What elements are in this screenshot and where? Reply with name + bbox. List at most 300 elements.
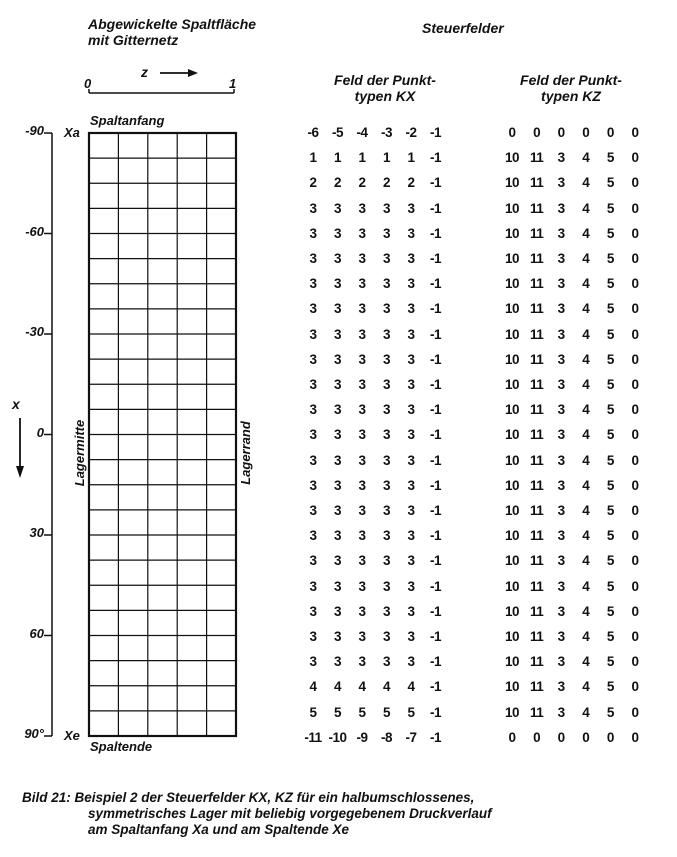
kx-field-cell: 4 — [333, 679, 341, 695]
x-axis-tick-label: 30 — [29, 525, 44, 540]
kx-field-cell: 3 — [382, 578, 390, 594]
kz-field-cell: 11 — [529, 427, 544, 443]
kz-field-cell: 0 — [631, 553, 639, 569]
kx-field-cell: 2 — [309, 175, 317, 191]
kz-field-cell: 11 — [529, 351, 544, 367]
kx-field-cell: 3 — [407, 251, 415, 266]
kx-field-cell: 3 — [309, 629, 317, 644]
kz-field-cell: 11 — [529, 276, 544, 292]
kz-field-cell: 4 — [582, 377, 590, 392]
kz-field-cell: 5 — [606, 603, 614, 619]
kz-field-cell: 5 — [606, 578, 614, 594]
kz-field-cell: 0 — [582, 729, 590, 745]
lagermitte-label: Lagermitte — [72, 419, 87, 487]
kz-field-cell: 3 — [557, 377, 565, 392]
kx-field-cell: -1 — [429, 603, 441, 619]
kx-field-cell: 3 — [333, 251, 341, 266]
kx-field-cell: 3 — [358, 654, 366, 670]
kx-field-cell: 5 — [382, 704, 390, 720]
kz-field-cell: 5 — [606, 629, 614, 644]
spaltanfang-label: Spaltanfang — [90, 113, 165, 128]
kz-field-cell: 4 — [582, 402, 590, 418]
kx-field-cell: -1 — [429, 553, 441, 569]
kz-field-cell: 0 — [557, 125, 565, 140]
caption-line-3: am Spaltanfang Xa und am Spaltende Xe — [88, 822, 350, 837]
kx-field-cell: 3 — [309, 251, 317, 266]
kx-field-cell: 1 — [358, 150, 366, 166]
figure-caption — [22, 790, 492, 838]
kx-field-cell: -1 — [429, 578, 441, 594]
kx-field-cell: 4 — [382, 679, 390, 695]
kz-field-cell: 10 — [504, 200, 520, 216]
kz-field-cell: 0 — [631, 729, 639, 745]
kz-field-cell: 10 — [504, 326, 520, 342]
xa-label: Xa — [64, 125, 80, 140]
kz-field-cell: 11 — [529, 225, 544, 241]
x-axis-tick-label: -60 — [25, 223, 44, 239]
kx-field-cell: 3 — [358, 200, 366, 216]
kz-heading-line-2: typen KZ — [541, 88, 601, 104]
kx-field-cell: 2 — [358, 175, 366, 191]
kx-field-cell: 3 — [333, 276, 341, 292]
kx-field-cell: 3 — [407, 351, 415, 367]
kz-heading-line-1: Feld der Punkt- — [520, 72, 622, 88]
left-title-line-2: mit Gitternetz — [88, 32, 179, 48]
kx-field-cell: 3 — [333, 578, 341, 594]
kz-field-cell: 0 — [631, 125, 639, 140]
kz-field-cell: 5 — [606, 326, 614, 342]
kz-field-cell: 3 — [557, 326, 565, 342]
kz-field-cell: 11 — [529, 553, 544, 569]
kz-field-cell: 3 — [557, 578, 565, 594]
kx-field-cell: 3 — [309, 225, 317, 241]
kz-field-cell: 3 — [557, 629, 565, 644]
kx-field-cell: 3 — [358, 402, 366, 418]
kz-field-cell: 10 — [504, 427, 520, 443]
kz-field-cell: 3 — [557, 503, 565, 518]
kz-field-cell: 11 — [529, 150, 544, 166]
kx-field-cell: 3 — [382, 200, 390, 216]
kx-field-cell: 3 — [407, 578, 415, 594]
kz-field-cell: 4 — [582, 427, 590, 443]
kx-field-cell: -1 — [429, 251, 441, 266]
kx-field-cell: 3 — [309, 654, 317, 670]
kx-field-cell: -1 — [429, 225, 441, 241]
kz-field-cell: 3 — [557, 477, 565, 493]
kx-field-cell: 3 — [333, 326, 341, 342]
kx-field-cell: -5 — [331, 125, 343, 140]
kz-field-cell: 10 — [504, 225, 520, 241]
kx-field-cell: 3 — [333, 225, 341, 241]
x-axis-ticks — [44, 133, 52, 736]
kx-field-cell: 3 — [358, 503, 366, 518]
kx-field-cell: 3 — [382, 326, 390, 342]
kz-field-cell: 0 — [631, 629, 639, 644]
kx-field-cell: 3 — [382, 452, 390, 468]
kx-field-cell: -1 — [429, 276, 441, 292]
z-axis-end: 1 — [229, 76, 237, 91]
kx-field-cell: 3 — [382, 553, 390, 569]
kx-field-cell: 3 — [358, 427, 366, 443]
kx-field-cell: 3 — [382, 654, 390, 670]
kx-field-cell: 3 — [407, 377, 415, 392]
kz-field-cell: 11 — [529, 503, 544, 518]
kx-field-cell: 3 — [382, 503, 390, 518]
kz-field-cell: 11 — [529, 528, 544, 544]
kz-field-cell: 0 — [631, 225, 639, 241]
kz-field-cell: 4 — [582, 326, 590, 342]
kz-field-cell: 0 — [631, 679, 639, 695]
kz-field-cell: 5 — [606, 528, 614, 544]
kx-field-cell: 3 — [407, 654, 415, 670]
kz-field-cell: 11 — [529, 251, 544, 266]
kz-field-cell: 0 — [631, 503, 639, 518]
kz-field-cell: 4 — [582, 654, 590, 670]
kz-field-cell: 11 — [529, 654, 544, 670]
kz-field-cell: 11 — [529, 704, 544, 720]
kz-field-cell: 4 — [582, 553, 590, 569]
kz-field-cell: 0 — [631, 402, 639, 418]
kx-field-cell: 1 — [309, 150, 317, 166]
kx-field-cell: 3 — [309, 301, 317, 317]
left-title-line-1: Abgewickelte Spaltfläche — [88, 16, 257, 32]
kx-field-cell: -11 — [304, 729, 322, 745]
kz-field-cell: 3 — [557, 175, 565, 191]
kz-field-cell: 0 — [631, 175, 639, 191]
kz-field-cell: 10 — [504, 452, 520, 468]
kx-field-cell: 3 — [358, 629, 366, 644]
kz-field-cell: 0 — [631, 704, 639, 720]
kx-field-cell: 3 — [358, 326, 366, 342]
kx-field-cell: 3 — [358, 351, 366, 367]
kx-field-cell: 3 — [333, 603, 341, 619]
kz-field-cell: 10 — [504, 175, 520, 191]
kx-field-cell: 3 — [333, 351, 341, 367]
kz-field-cell: 0 — [631, 528, 639, 544]
kx-field-cell: 3 — [407, 200, 415, 216]
kz-field-cell: 5 — [606, 553, 614, 569]
kz-field-cell: 10 — [504, 679, 520, 695]
kz-field-cell: 5 — [606, 175, 614, 191]
kz-field-cell: 3 — [557, 427, 565, 443]
kx-field-cell: 3 — [407, 503, 415, 518]
kx-field-cell: 3 — [309, 351, 317, 367]
kx-field-cell: 3 — [333, 629, 341, 644]
kx-field-cell: 1 — [407, 150, 415, 166]
kz-field-cell: 3 — [557, 704, 565, 720]
kz-field-cell: 4 — [582, 477, 590, 493]
kz-field-cell: 11 — [529, 603, 544, 619]
lagerrand-label: Lagerrand — [238, 421, 253, 485]
kz-field-cell: 4 — [582, 225, 590, 241]
kz-field-cell: 10 — [504, 654, 520, 670]
kx-field-cell: 3 — [382, 276, 390, 292]
kx-field-cell: 3 — [333, 200, 341, 216]
kz-field-cell: 10 — [504, 503, 520, 518]
kz-field-cell: 3 — [557, 351, 565, 367]
xe-label: Xe — [64, 728, 80, 743]
kz-field-cell: 11 — [529, 326, 544, 342]
kz-field-cell: 4 — [582, 679, 590, 695]
kx-field-cell: -7 — [405, 729, 417, 745]
kz-field-cell: 10 — [504, 251, 520, 266]
kx-field-cell: 2 — [407, 175, 415, 191]
kz-field-cell: 0 — [631, 351, 639, 367]
kz-field-cell: 0 — [631, 377, 639, 392]
kx-field-cell: 3 — [333, 452, 341, 468]
kx-field-cell: 3 — [407, 452, 415, 468]
kx-field-cell: -1 — [429, 326, 441, 342]
kz-field-cell: 4 — [582, 351, 590, 367]
kz-field-cell: 3 — [557, 301, 565, 317]
caption-line-1: Bild 21: Beispiel 2 der Steuerfelder KX, KZ für ein halbumschlossenes, — [22, 790, 475, 805]
kx-field-cell: -1 — [429, 477, 441, 493]
kx-field-cell: 3 — [309, 528, 317, 544]
kx-field-cell: 3 — [309, 427, 317, 443]
kz-field-cell: 5 — [606, 276, 614, 292]
kz-field-cell: 4 — [582, 578, 590, 594]
kx-field-cell: 3 — [407, 402, 415, 418]
kz-field-cell: 5 — [606, 377, 614, 392]
kx-field-cell: 3 — [407, 225, 415, 241]
kx-field-cell: 3 — [407, 553, 415, 569]
kx-field-cell: 3 — [382, 629, 390, 644]
kx-field-cell: 3 — [407, 276, 415, 292]
kz-field-cell: 4 — [582, 629, 590, 644]
kz-field-cell: 0 — [631, 301, 639, 317]
kx-field-cell: 3 — [382, 402, 390, 418]
kx-field-cell: 3 — [333, 402, 341, 418]
kx-field-cell: 5 — [358, 704, 366, 720]
z-axis-label: z — [141, 64, 148, 80]
kx-field-cell: 3 — [407, 629, 415, 644]
kz-field-cell: 0 — [631, 326, 639, 342]
kz-field-cell: 10 — [504, 150, 520, 166]
kx-field-cell: 3 — [382, 251, 390, 266]
kz-field-cell: 10 — [504, 629, 520, 644]
kx-field-cell: 3 — [358, 553, 366, 569]
kx-field-cell: 3 — [358, 377, 366, 392]
kx-field-cell: 3 — [309, 477, 317, 493]
kx-field-cell: 3 — [309, 377, 317, 392]
kz-field-cell: 5 — [606, 704, 614, 720]
kz-field-cell: 5 — [606, 251, 614, 266]
x-axis-tick-label: 0 — [36, 424, 44, 440]
kx-field-cell: 3 — [358, 578, 366, 594]
kz-field-cell: 0 — [557, 729, 565, 745]
kx-field-cell: -1 — [429, 351, 441, 367]
kx-field-cell: 3 — [309, 402, 317, 418]
right-title: Steuerfelder — [422, 20, 504, 36]
x-axis-tick-label: 60 — [29, 625, 44, 641]
kx-field-cell: -6 — [307, 125, 319, 140]
kx-field-cell: 3 — [333, 528, 341, 544]
kx-field-cell: -1 — [429, 150, 441, 166]
kz-field-cell: 3 — [557, 603, 565, 619]
kz-field-cell: 11 — [529, 175, 544, 191]
kx-field-cell: -4 — [356, 125, 368, 140]
kx-field-cell: 3 — [309, 200, 317, 216]
kx-field-cell: 3 — [309, 276, 317, 292]
kz-field-cell: 10 — [504, 477, 520, 493]
kz-field-cell: 4 — [582, 276, 590, 292]
kz-field-cell: 4 — [582, 503, 590, 518]
kz-field-cell: 5 — [606, 477, 614, 493]
kx-field-cell: 4 — [358, 679, 366, 695]
kx-field-cell: 3 — [358, 225, 366, 241]
kx-field-cell: 3 — [382, 301, 390, 317]
kz-field-cell: 10 — [504, 301, 520, 317]
kz-field-cell: 3 — [557, 225, 565, 241]
kx-field-cell: 3 — [382, 225, 390, 241]
kz-field-cell: 4 — [582, 200, 590, 216]
kx-field-cell: -1 — [429, 301, 441, 317]
kz-field-cell: 0 — [631, 427, 639, 443]
kz-field-cell: 4 — [582, 603, 590, 619]
kx-field-cell: -1 — [429, 729, 441, 745]
kz-field-cell: 5 — [606, 301, 614, 317]
kx-field-cell: 3 — [382, 377, 390, 392]
kz-field-cell: 0 — [631, 251, 639, 266]
kx-field-cell: 5 — [407, 704, 415, 720]
kz-field-cell: 0 — [631, 150, 639, 166]
kx-field-cell: 3 — [333, 427, 341, 443]
kx-field-cell: 5 — [309, 704, 317, 720]
kz-field-cell: 5 — [606, 150, 614, 166]
kx-field-cell: 3 — [358, 301, 366, 317]
kz-field-cell: 11 — [529, 402, 544, 418]
kx-field-cell: 4 — [407, 679, 415, 695]
kz-field-cell: 3 — [557, 150, 565, 166]
kz-field-cell: 11 — [529, 377, 544, 392]
kx-field-cell: 3 — [309, 326, 317, 342]
kx-field-cell: -1 — [429, 200, 441, 216]
kx-field-cell: 3 — [407, 301, 415, 317]
kx-field-cell: 3 — [407, 528, 415, 544]
kz-field-cell: 10 — [504, 528, 520, 544]
kx-field-cell: 1 — [382, 150, 390, 166]
kz-field-cell: 0 — [606, 729, 614, 745]
kz-field-cell: 3 — [557, 679, 565, 695]
kx-field-cell: 3 — [382, 603, 390, 619]
kx-field-cell: -1 — [429, 654, 441, 670]
kz-field-cell: 11 — [529, 679, 544, 695]
kz-field-cell: 10 — [504, 351, 520, 367]
kz-field-cell: 4 — [582, 704, 590, 720]
kz-field-cell: 3 — [557, 528, 565, 544]
kz-field-cell: 10 — [504, 704, 520, 720]
kx-field-cell: 3 — [407, 427, 415, 443]
kz-field-cell: 5 — [606, 503, 614, 518]
x-axis-tick-label: -90 — [25, 123, 44, 138]
kx-field-cell: 3 — [382, 528, 390, 544]
kz-field-cell: 0 — [582, 125, 590, 140]
kx-field-cell: 3 — [333, 477, 341, 493]
kx-field-cell: 3 — [333, 553, 341, 569]
caption-line-2: symmetrisches Lager mit beliebig vorgegebenem Druckverlauf — [88, 806, 492, 821]
kz-field-cell: 5 — [606, 200, 614, 216]
kx-field-cell: 3 — [407, 603, 415, 619]
kx-field-cell: -1 — [429, 452, 441, 468]
kz-field-cell: 10 — [504, 402, 520, 418]
kx-field-cell: -3 — [380, 125, 392, 140]
kz-field-cell: 0 — [631, 452, 639, 468]
kx-field-cell: 1 — [333, 150, 341, 166]
kz-field-cell: 5 — [606, 402, 614, 418]
kz-field-cell: 0 — [631, 578, 639, 594]
grid-lines — [89, 133, 236, 736]
kx-field-cell: -9 — [356, 729, 368, 745]
kx-field-cell: -1 — [429, 125, 441, 140]
kz-field-cell: 3 — [557, 402, 565, 418]
kx-field-cell: -1 — [429, 704, 441, 720]
kx-field-cell: 3 — [407, 477, 415, 493]
kz-field-cell: 3 — [557, 553, 565, 569]
kz-field-cell: 5 — [606, 679, 614, 695]
kx-field-cell: 3 — [333, 377, 341, 392]
x-axis-tick-label: -30 — [25, 324, 44, 339]
kz-field-cell: 11 — [529, 452, 544, 468]
kx-heading-line-1: Feld der Punkt- — [334, 72, 436, 88]
kx-field-cell: 5 — [333, 704, 341, 720]
kx-field-cell: 3 — [358, 477, 366, 493]
kz-field-cell: 4 — [582, 528, 590, 544]
kz-field-cell: 10 — [504, 603, 520, 619]
kx-field-cell: -1 — [429, 629, 441, 644]
x-axis-label: x — [12, 396, 20, 412]
kx-field-cell: 3 — [358, 251, 366, 266]
kz-field-cell: 10 — [504, 578, 520, 594]
kz-field-cell: 3 — [557, 200, 565, 216]
kx-field-cell: 3 — [358, 528, 366, 544]
z-arrow-head — [188, 69, 198, 77]
kz-field-cell: 0 — [631, 603, 639, 619]
z-axis-start: 0 — [84, 76, 92, 91]
kx-field-cell: 3 — [382, 477, 390, 493]
kx-field-cell: -2 — [405, 125, 417, 140]
kz-field-cell: 0 — [631, 477, 639, 493]
kx-field-cell: -8 — [380, 729, 392, 745]
kx-field-cell: -10 — [328, 729, 347, 745]
kz-field-cell: 0 — [533, 729, 541, 745]
kx-field-cell: -1 — [429, 175, 441, 191]
spaltende-label: Spaltende — [90, 739, 153, 754]
kx-field-cell: 3 — [407, 326, 415, 342]
kx-field-cell: 2 — [333, 175, 341, 191]
kz-field-cell: 10 — [504, 377, 520, 392]
kz-field-cell: 4 — [582, 301, 590, 317]
kz-field-cell: 11 — [529, 629, 544, 644]
kz-field-cell: 5 — [606, 427, 614, 443]
kx-field-cell: -1 — [429, 679, 441, 695]
kz-field-cell: 10 — [504, 276, 520, 292]
kx-field-cell: 3 — [333, 301, 341, 317]
kx-field-cell: 3 — [309, 603, 317, 619]
kx-field-cell: 3 — [358, 276, 366, 292]
kz-field-cell: 11 — [529, 578, 544, 594]
kz-field-cell: 0 — [508, 125, 516, 140]
kz-field-cell: 11 — [529, 477, 544, 493]
kx-field-cell: 3 — [382, 427, 390, 443]
kx-field-cell: 3 — [309, 553, 317, 569]
kz-field-cell: 11 — [529, 301, 544, 317]
kx-field-cell: 3 — [309, 452, 317, 468]
kx-field-cell: 3 — [333, 654, 341, 670]
x-axis-tick-label: 90° — [24, 726, 44, 741]
kx-field-cell: -1 — [429, 402, 441, 418]
kx-field-cell: -1 — [429, 503, 441, 518]
kz-field-cell: 0 — [606, 125, 614, 140]
